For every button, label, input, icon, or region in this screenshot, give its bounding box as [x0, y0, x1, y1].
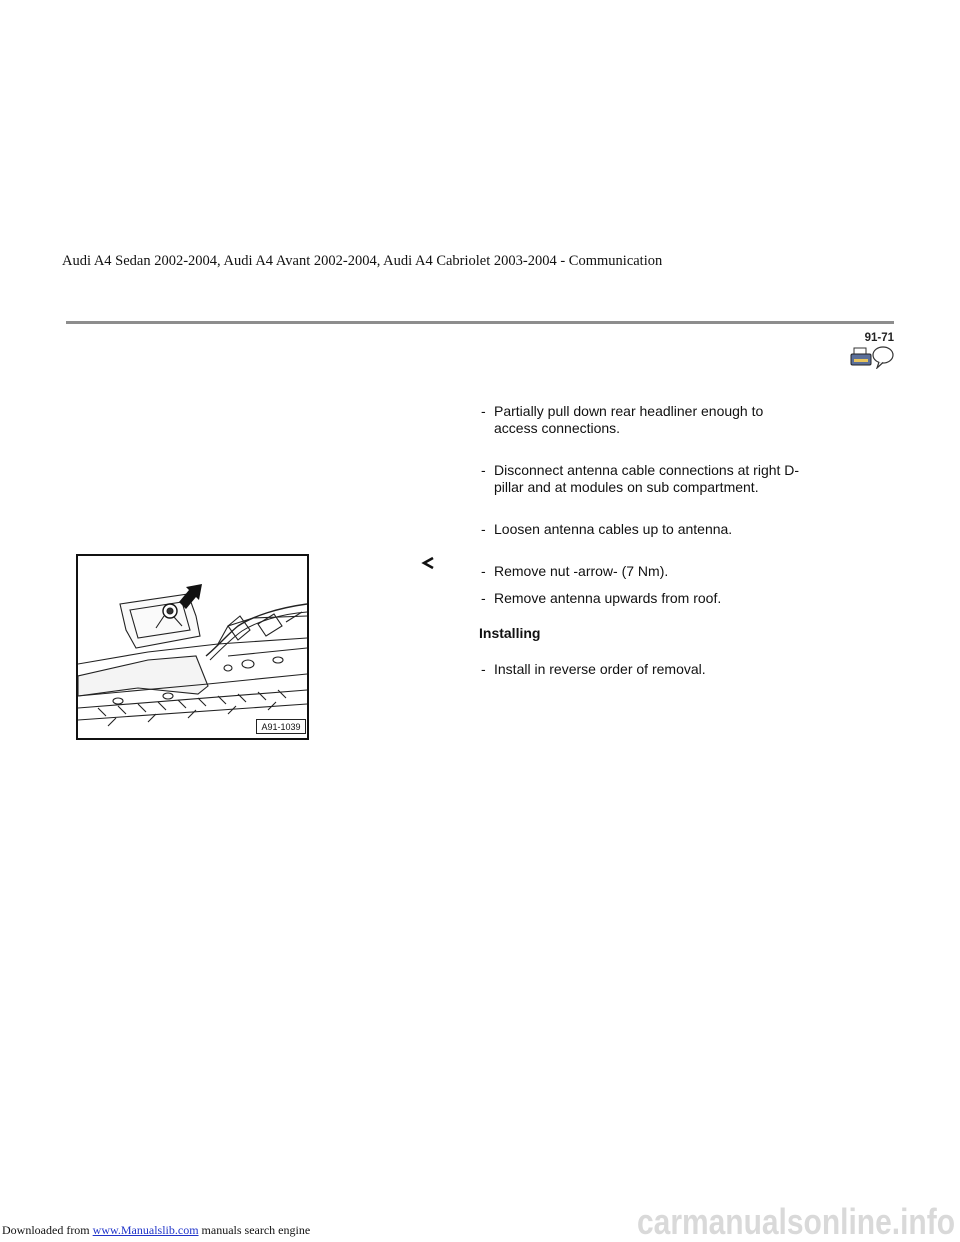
speech-bubble-icon[interactable] [873, 347, 893, 368]
step-dash: - [481, 462, 486, 478]
download-footer [2, 1223, 310, 1238]
antenna-illustration [76, 554, 309, 740]
footer-prefix: Downloaded from [2, 1223, 93, 1237]
step-dash: - [481, 563, 486, 579]
installing-heading: Installing [479, 625, 541, 641]
step-text: Partially pull down rear headliner enough to access connections. [494, 403, 764, 436]
carmanualsonline-watermark [633, 1198, 960, 1242]
figure-reference-arrow-icon [421, 556, 435, 570]
manualslib-link[interactable]: www.Manualslib.com [92, 1223, 199, 1237]
step-text: Disconnect antenna cable connections at right D-pillar and at modules on sub compartment. [494, 462, 800, 495]
footer-suffix: manuals search engine [198, 1223, 311, 1237]
step-dash: - [481, 521, 486, 537]
nav-icons [850, 345, 896, 369]
figure-label: A91-1039 [256, 719, 306, 734]
step-remove-antenna [478, 590, 804, 607]
roof-antenna-drawing [78, 556, 307, 738]
page-number: 91-71 [864, 332, 894, 344]
step-text: Remove nut -arrow- (7 Nm). [494, 563, 669, 579]
printer-icon[interactable] [851, 348, 871, 365]
step-remove-nut [478, 563, 804, 580]
step-dash: - [481, 661, 486, 677]
watermark-text: carmanualsonline.info [637, 1201, 955, 1242]
step-disconnect-cables [478, 462, 804, 496]
step-pull-down-headliner [478, 403, 804, 437]
step-dash: - [481, 590, 486, 606]
header-divider [66, 321, 894, 324]
step-text: Remove antenna upwards from roof. [494, 590, 722, 606]
step-text: Install in reverse order of removal. [494, 661, 706, 677]
step-text: Loosen antenna cables up to antenna. [494, 521, 733, 537]
step-install-reverse [478, 661, 804, 678]
document-title: Audi A4 Sedan 2002-2004, Audi A4 Avant 2002-2004, Audi A4 Cabriolet 2003-2004 - Communication [62, 253, 663, 269]
step-dash: - [481, 403, 486, 419]
step-loosen-cables [478, 521, 804, 538]
